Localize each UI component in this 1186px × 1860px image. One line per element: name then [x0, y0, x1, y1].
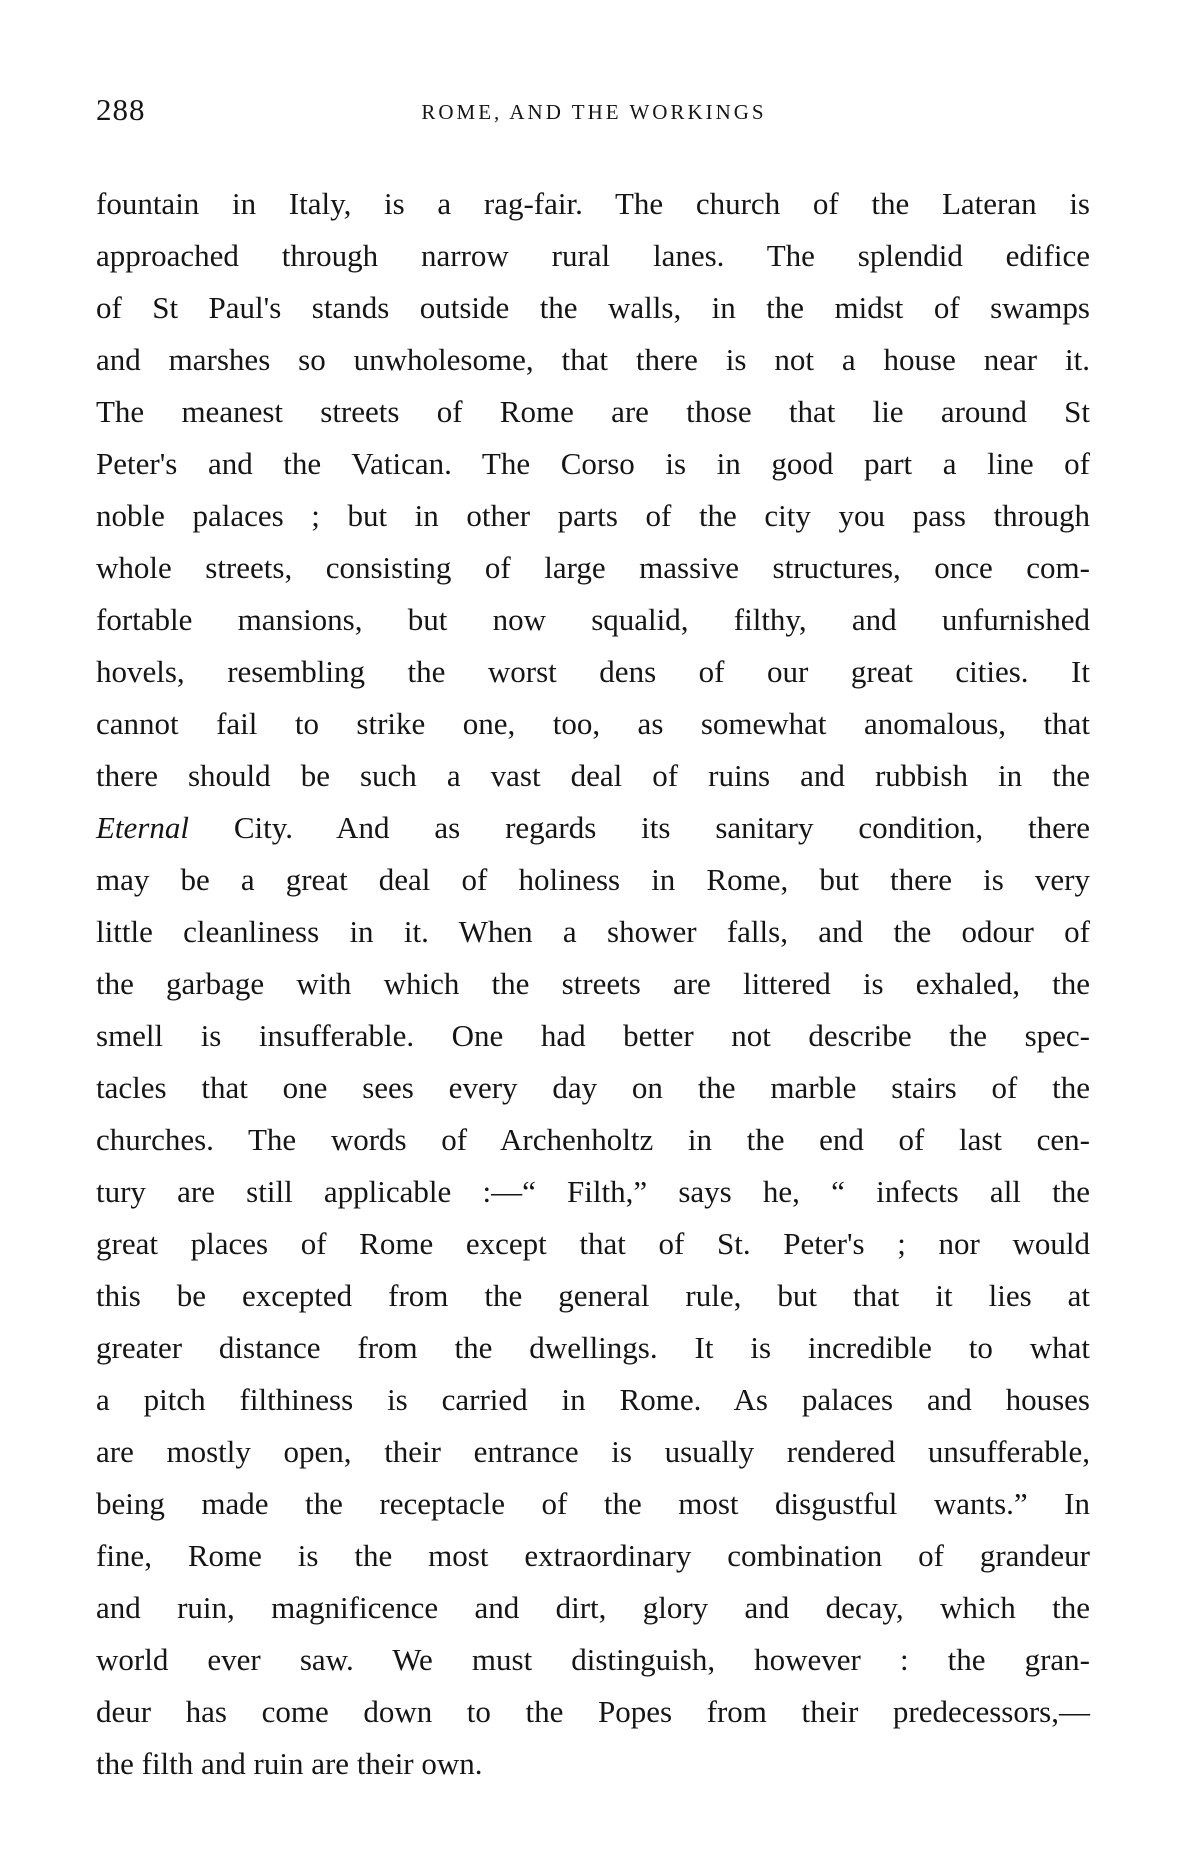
running-head: ROME, AND THE WORKINGS — [421, 100, 767, 124]
text-line: approached through narrow rural lanes. The splendid edifice — [96, 238, 1090, 273]
text-line: great places of Rome except that of St. Peter's ; nor would — [96, 1226, 1090, 1261]
text-line: fortable mansions, but now squalid, filthy, and unfurnished — [96, 602, 1090, 637]
text-line: Peter's and the Vatican. The Corso is in good part a line of — [96, 446, 1090, 481]
text-line: greater distance from the dwellings. It is incredible to what — [96, 1330, 1090, 1365]
text-line-with-italic — [96, 802, 1090, 854]
text-line: world ever saw. We must distinguish, however : the gran- — [96, 1642, 1090, 1677]
text-line: this be excepted from the general rule, but that it lies at — [96, 1278, 1090, 1313]
body-text — [96, 178, 1090, 1790]
text-line-remainder: City. And as regards its sanitary condition, there — [189, 810, 1090, 845]
page-number: 288 — [96, 92, 146, 127]
text-line: The meanest streets of Rome are those that lie around St — [96, 394, 1090, 429]
text-line: noble palaces ; but in other parts of the city you pass through — [96, 498, 1090, 533]
text-line: little cleanliness in it. When a shower falls, and the odour of — [96, 914, 1090, 949]
italic-word: Eternal — [96, 810, 189, 845]
text-line: cannot fail to strike one, too, as somewhat anomalous, that — [96, 706, 1090, 741]
text-line: being made the receptacle of the most disgustful wants.” In — [96, 1486, 1090, 1521]
text-line: are mostly open, their entrance is usually rendered unsufferable, — [96, 1434, 1090, 1469]
text-line: of St Paul's stands outside the walls, in the midst of swamps — [96, 290, 1090, 325]
text-line: tury are still applicable :—“ Filth,” says he, “ infects all the — [96, 1174, 1090, 1209]
text-line: and marshes so unwholesome, that there is not a house near it. — [96, 342, 1090, 377]
page-header — [96, 92, 1092, 132]
text-line-last: the filth and ruin are their own. — [96, 1746, 483, 1781]
text-line: and ruin, magnificence and dirt, glory and decay, which the — [96, 1590, 1090, 1625]
text-line: fine, Rome is the most extraordinary combination of grandeur — [96, 1538, 1090, 1573]
text-line: the garbage with which the streets are littered is exhaled, the — [96, 966, 1090, 1001]
text-line: fountain in Italy, is a rag-fair. The church of the Lateran is — [96, 186, 1090, 221]
text-line: may be a great deal of holiness in Rome, but there is very — [96, 862, 1090, 897]
text-line: deur has come down to the Popes from their predecessors,— — [96, 1694, 1090, 1729]
text-line: tacles that one sees every day on the marble stairs of the — [96, 1070, 1090, 1105]
text-line: a pitch filthiness is carried in Rome. As palaces and houses — [96, 1382, 1090, 1417]
text-line: there should be such a vast deal of ruins and rubbish in the — [96, 758, 1090, 793]
text-line: hovels, resembling the worst dens of our great cities. It — [96, 654, 1090, 689]
text-line: smell is insufferable. One had better not describe the spec- — [96, 1018, 1090, 1053]
text-line: churches. The words of Archenholtz in the end of last cen- — [96, 1122, 1090, 1157]
text-line: whole streets, consisting of large massive structures, once com- — [96, 550, 1090, 585]
